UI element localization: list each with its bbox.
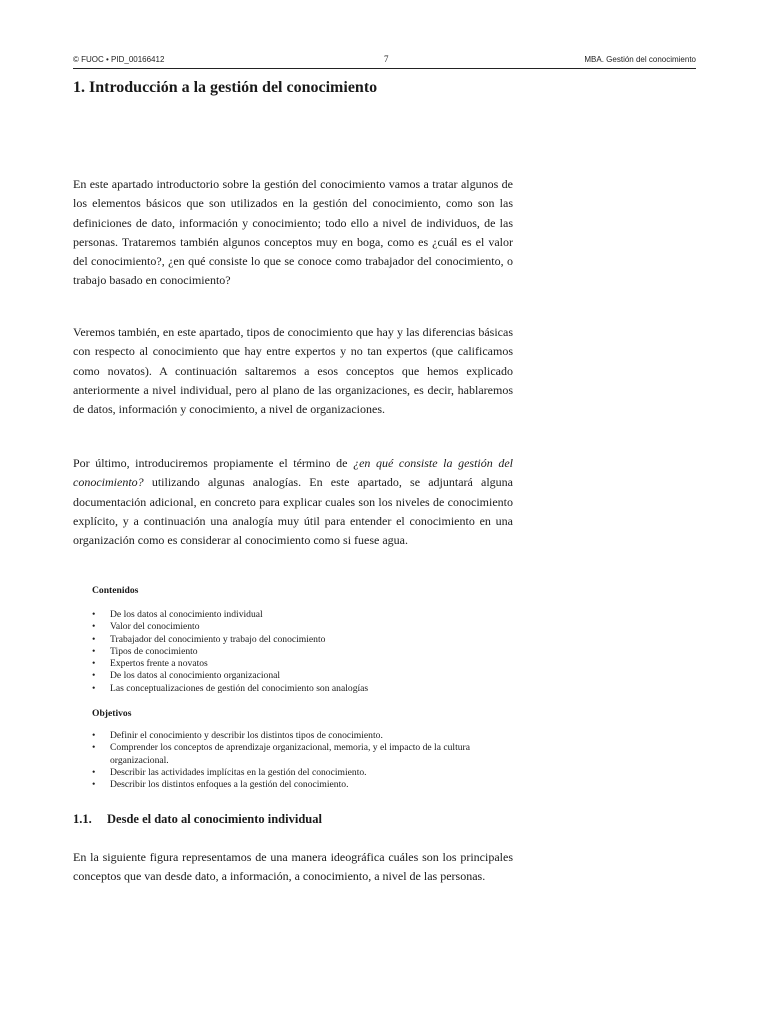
bullet-icon: • (92, 730, 96, 741)
list-item-text: Trabajador del conocimiento y trabajo del conocimiento (110, 633, 326, 645)
list-item (92, 621, 517, 633)
bullet-icon: • (92, 766, 96, 778)
section-paragraph: En la siguiente figura representamos de una manera ideográfica cuáles son los principales conceptos que van desde dato, a información, a conocimiento, a nivel de las personas. (73, 850, 513, 884)
bullet-icon: • (92, 609, 96, 620)
list-item-text: Expertos frente a novatos (110, 658, 208, 670)
header-copyright: © FUOC • PID_00166412 (73, 55, 165, 64)
header-page-number: 7 (384, 54, 389, 64)
p3-text-start: Por último, introduciremos propiamente el término de (73, 456, 354, 470)
list-item (92, 742, 517, 767)
bullet-icon: • (92, 633, 96, 645)
list-item-text: Valor del conocimiento (110, 621, 200, 633)
intro-paragraph-3 (73, 454, 513, 550)
list-item (92, 683, 517, 695)
list-item (92, 779, 517, 791)
bullet-icon: • (92, 742, 96, 754)
list-item (92, 767, 517, 779)
list-item-text: Describir los distintos enfoques a la gestión del conocimiento. (110, 779, 349, 791)
list-item (92, 658, 517, 670)
bullet-icon: • (92, 779, 96, 791)
list-item-text: Tipos de conocimiento (110, 645, 198, 657)
intro-paragraph-2: Veremos también, en este apartado, tipos de conocimiento que hay y las diferencias básicas con respecto al conocimiento que hay entre expertos y no tan expertos (que calificamos como novatos). A continuación saltaremos a esos conceptos que hemos explicado anteriormente a nivel individual, pero al plano de las organizaciones, es decir, hablaremos de datos, información y conocimiento, a nivel de organizaciones. (73, 325, 513, 417)
list-item (92, 609, 517, 621)
list-item (92, 670, 517, 682)
list-item-text: Definir el conocimiento y describir los distintos tipos de conocimiento. (110, 730, 383, 741)
p3-text-end: utilizando algunas analogías. En este apartado, se adjuntará alguna documentación adicional, en concreto para explicar cuales son los niveles de conocimiento explícito, y a continuación una analogía muy útil para entender el conocimiento en una organización como es considerar al conocimiento como si fuese agua. (73, 475, 513, 548)
objetivos-title: Objetivos (92, 708, 132, 719)
section-number: 1.1. (73, 812, 92, 826)
list-item-text: De los datos al conocimiento organizacional (110, 670, 281, 682)
header-course-title: MBA. Gestión del conocimiento (584, 55, 696, 64)
bullet-icon: • (92, 645, 96, 657)
list-item (92, 634, 517, 646)
section-title: Desde el dato al conocimiento individual (107, 812, 322, 826)
list-item (92, 730, 517, 742)
header-rule (73, 68, 696, 69)
bullet-icon: • (92, 658, 96, 670)
chapter-title: 1. Introducción a la gestión del conocimiento (73, 79, 378, 96)
list-item-text: Describir las actividades implícitas en la gestión del conocimiento. (110, 766, 367, 778)
contenidos-title: Contenidos (92, 585, 139, 596)
section-heading (73, 812, 573, 827)
bullet-icon: • (92, 670, 96, 682)
list-item-text: De los datos al conocimiento individual (110, 609, 263, 620)
bullet-icon: • (92, 682, 96, 694)
list-item (92, 646, 517, 658)
contenidos-list (92, 609, 517, 695)
objetivos-list (92, 730, 517, 791)
list-item-text: Comprender los conceptos de aprendizaje organizacional, memoria, y el impacto de la cultura organizacional. (110, 742, 470, 766)
list-item-text: Las conceptualizaciones de gestión del conocimiento son analogías (110, 682, 369, 694)
p3-italic-term: ¿en qué consiste la gestión del conocimiento? (73, 456, 513, 490)
page-header (73, 55, 696, 68)
intro-paragraph-1: En este apartado introductorio sobre la gestión del conocimiento vamos a tratar algunos de los elementos básicos que son utilizados en la gestión del conocimiento, como son las definiciones de dato, información y conocimiento; todo ello a nivel de individuos, de las personas. Trataremos también algunos conceptos muy en boga, como es ¿cuál es el valor del conocimiento?, ¿en qué consiste lo que se conoce como trabajador del conocimiento, o trabajo basado en conocimiento? (73, 177, 513, 288)
bullet-icon: • (92, 621, 96, 633)
